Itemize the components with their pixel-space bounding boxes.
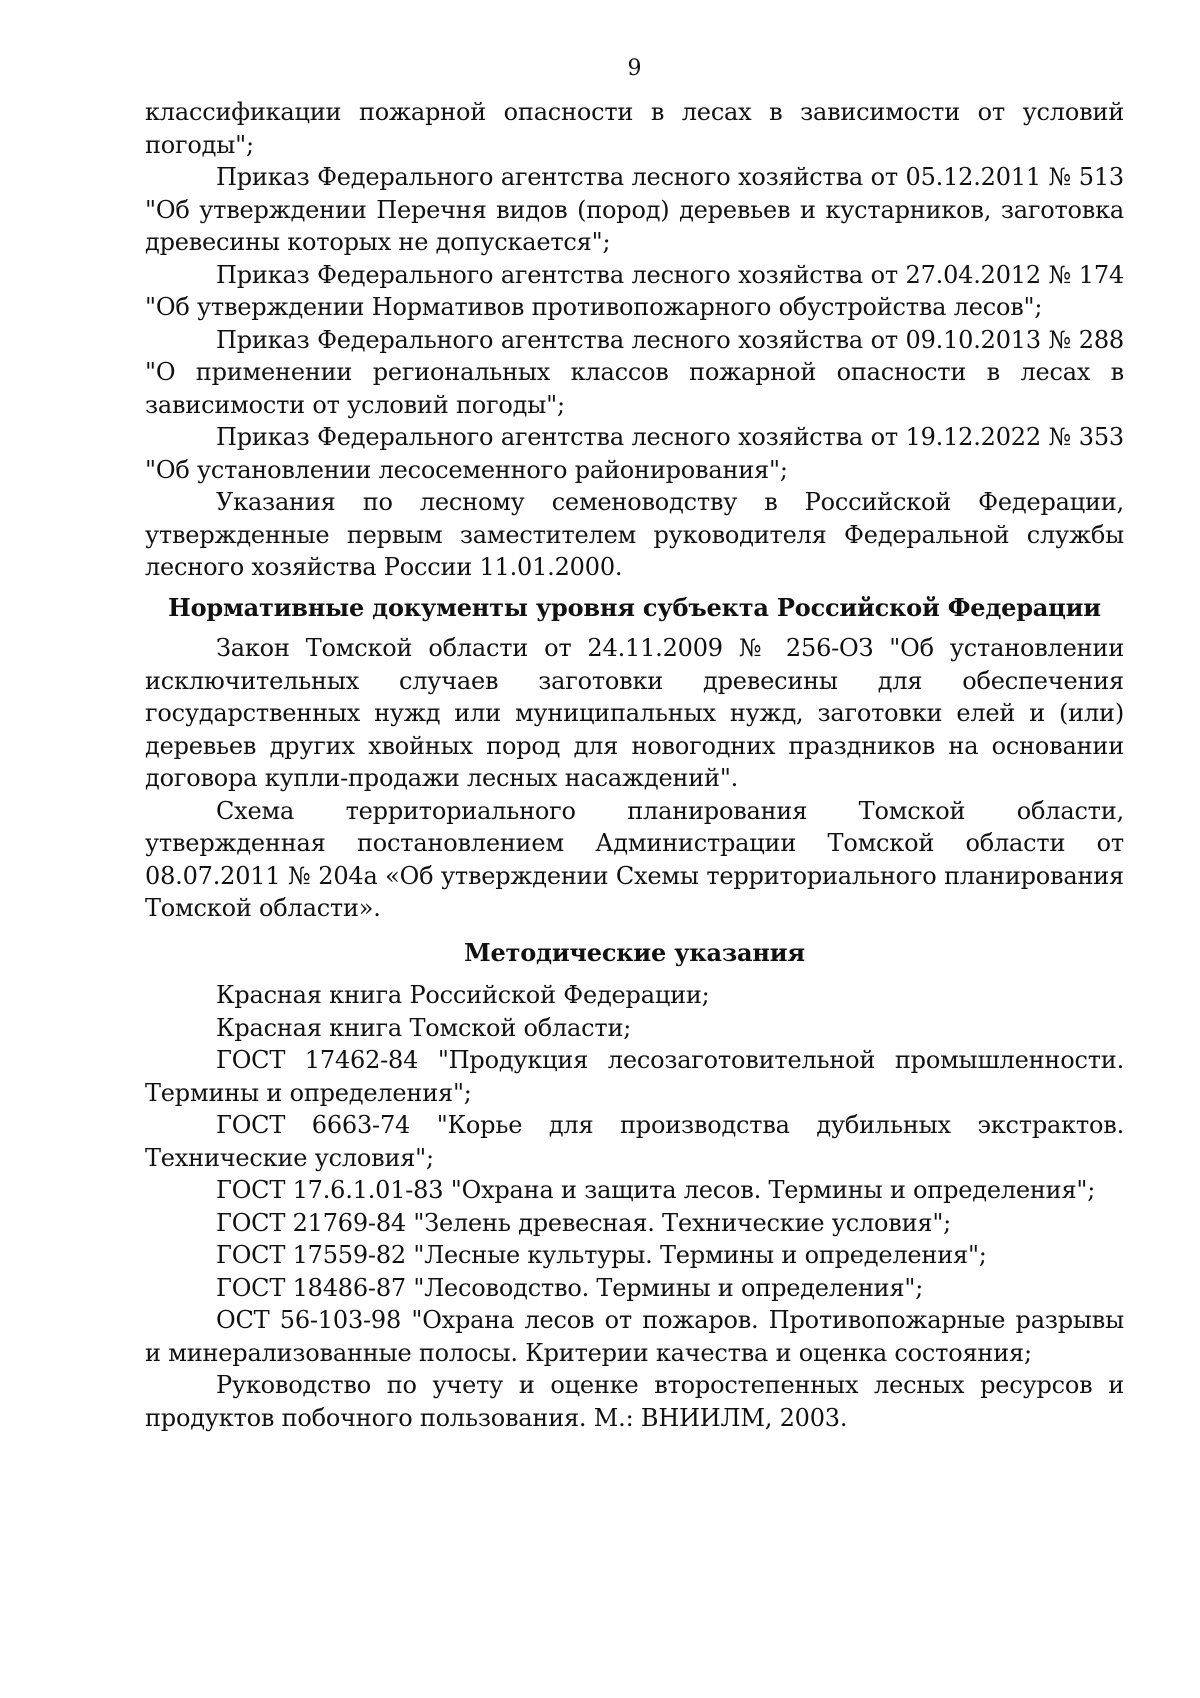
paragraph-red-book-rf: Красная книга Российской Федерации; xyxy=(216,981,710,1009)
section-regional-documents xyxy=(145,632,1124,925)
heading-regional-documents: Нормативные документы уровня субъекта Российской Федерации xyxy=(168,592,1101,622)
paragraph-gost-6663: ГОСТ 6663-74 "Корье для производства дубильных экстрактов. Технические условия"; xyxy=(145,1111,1124,1172)
paragraph-order-174: Приказ Федерального агентства лесного хозяйства от 27.04.2012 № 174 "Об утверждении Нормативов противопожарного обустройства лесов"; xyxy=(145,260,1124,321)
paragraph-red-book-tomsk: Красная книга Томской области; xyxy=(216,1013,632,1042)
paragraph-order-288: Приказ Федерального агентства лесного хозяйства от 09.10.2013 № 288 "О применении региональных классов пожарной опасности в лесах в зависимости от условий погоды"; xyxy=(145,325,1124,419)
document-page xyxy=(145,52,1124,1434)
paragraph-gost-18486: ГОСТ 18486-87 "Лесоводство. Термины и определения"; xyxy=(216,1273,924,1302)
section-methodical-guidelines xyxy=(145,979,1124,1434)
paragraph-gost-21769: ГОСТ 21769-84 "Зелень древесная. Технические условия"; xyxy=(216,1208,952,1237)
paragraph-vniilm-guide: Руководство по учету и оценке второстепенных лесных ресурсов и продуктов побочного пользования. М.: ВНИИЛМ, 2003. xyxy=(145,1371,1124,1432)
heading-methodical-guidelines: Методические указания xyxy=(464,937,805,967)
paragraph-order-353: Приказ Федерального агентства лесного хозяйства от 19.12.2022 № 353 "Об установлении лесосеменного районирования"; xyxy=(145,423,1124,484)
paragraph-ost-56-103: ОСТ 56-103-98 "Охрана лесов от пожаров. Противопожарные разрывы и минерализованные полосы. Критерии качества и оценка состояния; xyxy=(145,1306,1124,1367)
paragraph-gost-17559: ГОСТ 17559-82 "Лесные культуры. Термины и определения"; xyxy=(216,1241,987,1269)
paragraph-seed-instructions: Указания по лесному семеноводству в Российской Федерации, утвержденные первым заместителем руководителя Федеральной службы лесного хозяйства России 11.01.2000. xyxy=(145,488,1124,581)
paragraph-order-513: Приказ Федерального агентства лесного хозяйства от 05.12.2011 № 513 "Об утверждении Перечня видов (пород) деревьев и кустарников, заготовка древесины которых не допускается"; xyxy=(145,163,1124,256)
paragraph-territorial-scheme: Схема территориального планирования Томской области, утвержденная постановлением Администрации Томской области от 08.07.2011 № 204а «Об утверждении Схемы территориального планирования Томской области». xyxy=(145,796,1124,922)
paragraph-gost-17-6-1-01: ГОСТ 17.6.1.01-83 "Охрана и защита лесов. Термины и определения"; xyxy=(216,1176,1096,1204)
page-number: 9 xyxy=(627,56,642,81)
paragraph-continuation: классификации пожарной опасности в лесах в зависимости от условий погоды"; xyxy=(145,98,1124,159)
section-federal-documents xyxy=(145,96,1124,584)
paragraph-tomsk-law: Закон Томской области от 24.11.2009 № 256-ОЗ "Об установлении исключительных случаев заготовки древесины для обеспечения государственных нужд или муниципальных нужд, заготовки елей и (или) деревьев других хвойных пород для новогодних праздников на основании договора купли-продажи лесных насаждений". xyxy=(145,634,1124,792)
paragraph-gost-17462: ГОСТ 17462-84 "Продукция лесозаготовительной промышленности. Термины и определения"; xyxy=(145,1046,1124,1107)
